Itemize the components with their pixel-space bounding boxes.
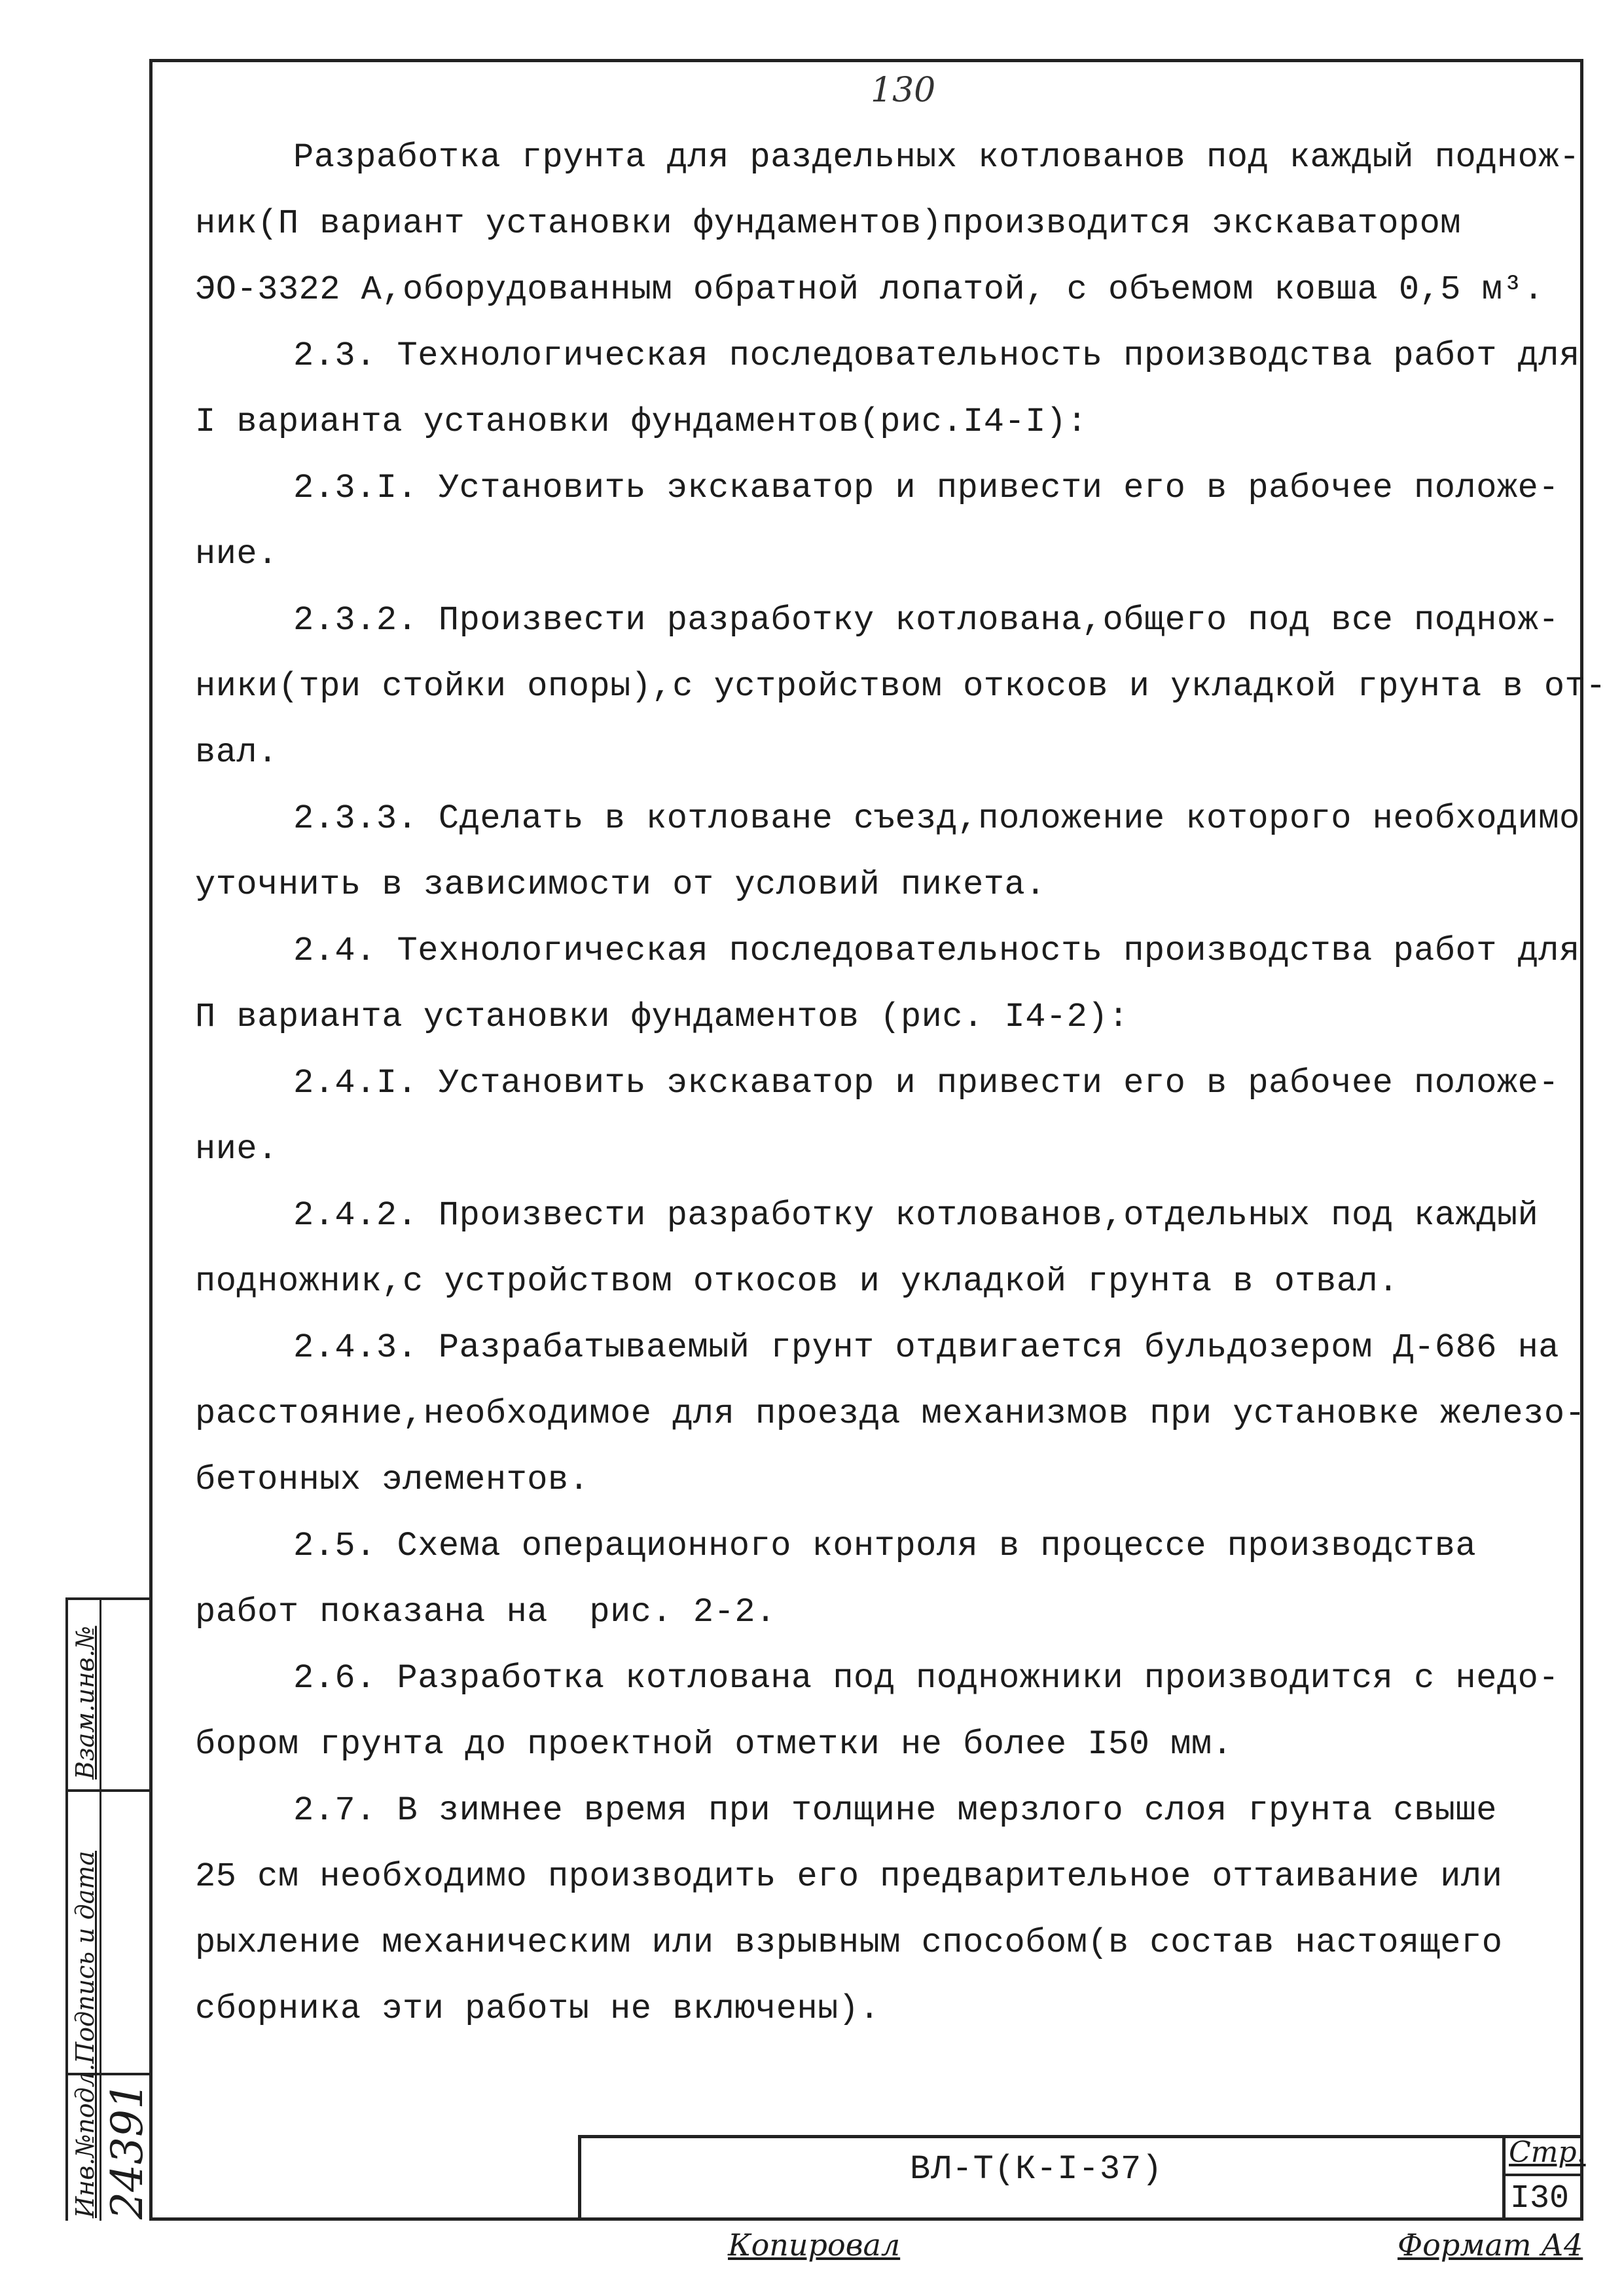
copied-by-label: Копировал [728, 2227, 901, 2263]
text-line: бетонных элементов. [195, 1461, 590, 1499]
inv-orig-label: Инв.№подл. [71, 2063, 99, 2218]
text-line: П варианта установки фундаментов (рис. I4-2): [195, 998, 1129, 1036]
text-line: 2.3.3. Сделать в котловане съезд,положение которого необходимо [293, 799, 1580, 838]
text-line: 2.3.2. Произвести разработку котлована,общего под все поднож- [293, 601, 1560, 640]
margin-table-row-divider [65, 1789, 149, 1792]
text-line: ник(П вариант установки фундаментов)производится экскаватором [195, 204, 1462, 243]
text-line: ники(три стойки опоры),с устройством откосов и укладкой грунта в от- [195, 667, 1606, 706]
text-line: 2.4.2. Произвести разработку котлованов,отдельных под каждый [293, 1196, 1539, 1235]
text-line: I варианта установки фундаментов(рис.I4-I): [195, 403, 1088, 441]
text-line: ЭО-3322 А,оборудованным обратной лопатой, с объемом ковша 0,5 м³. [195, 270, 1544, 309]
inv-orig-value: 24391 [102, 2082, 153, 2219]
text-line: ние. [195, 1130, 278, 1169]
document-code: ВЛ-Т(К-I-37) [910, 2150, 1163, 2189]
page-number: I30 [1510, 2180, 1570, 2217]
text-line: 2.7. В зимнее время при толщине мерзлого слоя грунта свыше [293, 1791, 1497, 1830]
document-body [195, 124, 1606, 2042]
text-line: работ показана на рис. 2-2. [195, 1593, 776, 1631]
text-line: 2.3. Технологическая последовательность производства работ для [293, 337, 1580, 375]
stamp-divider [1502, 2135, 1506, 2221]
stamp-divider [1502, 2174, 1583, 2176]
text-line: вал. [195, 733, 278, 772]
text-line: Разработка грунта для раздельных котлованов под каждый поднож- [293, 138, 1580, 177]
text-line: подножник,с устройством откосов и укладкой грунта в отвал. [195, 1262, 1399, 1301]
text-line: уточнить в зависимости от условий пикета. [195, 866, 1046, 904]
text-line: 2.6. Разработка котлована под подножники производится с недо- [293, 1659, 1560, 1698]
text-line: сборника эти работы не включены). [195, 1990, 880, 2028]
text-line: 2.4.3. Разрабатываемый грунт отдвигается бульдозером Д-686 на [293, 1328, 1560, 1367]
text-line: 2.4.I. Установить экскаватор и привести его в рабочее положе- [293, 1064, 1560, 1102]
sign-date-label: Подпись и дата [71, 1850, 99, 2064]
text-line: ние. [195, 535, 278, 574]
text-line: бором грунта до проектной отметки не более I50 мм. [195, 1725, 1233, 1764]
text-line: 25 см необходимо производить его предварительное оттаивание или [195, 1857, 1503, 1896]
handwritten-page-number: 130 [871, 71, 936, 110]
format-label: Формат А4 [1398, 2227, 1583, 2263]
replace-inv-label: Взам.инв.№ [71, 1626, 99, 1779]
text-line: рыхление механическим или взрывным способом(в состав настоящего [195, 1923, 1503, 1962]
text-line: расстояние,необходимое для проезда механизмов при установке железо- [195, 1394, 1586, 1433]
page-label: Стр. [1509, 2136, 1586, 2169]
text-line: 2.3.I. Установить экскаватор и привести его в рабочее положе- [293, 469, 1560, 507]
text-line: 2.4. Технологическая последовательность производства работ для [293, 932, 1580, 970]
margin-table-divider [99, 1597, 101, 2221]
text-line: 2.5. Схема операционного контроля в процессе производства [293, 1527, 1477, 1565]
